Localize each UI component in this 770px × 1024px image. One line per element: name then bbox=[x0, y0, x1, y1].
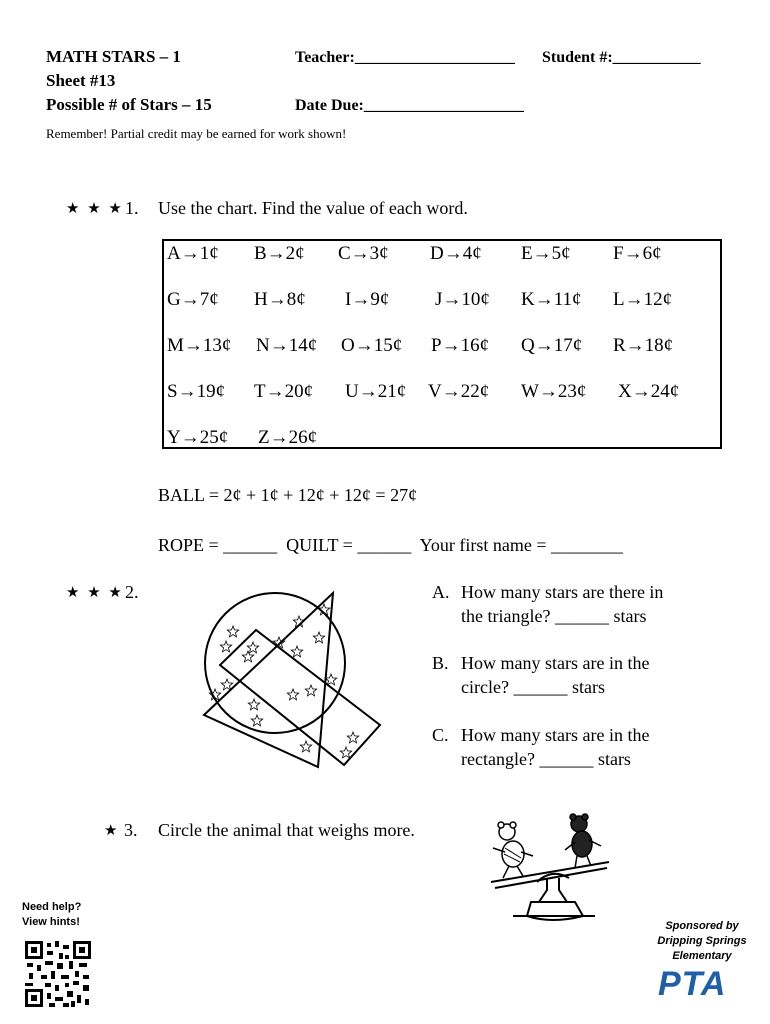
star-icon bbox=[247, 642, 258, 653]
chart-cell: A→1¢ bbox=[167, 243, 219, 264]
chart-cell: V→22¢ bbox=[428, 381, 490, 402]
q3-number: 3. bbox=[124, 820, 138, 840]
circle-shape bbox=[205, 593, 345, 733]
chart-cell: Y→25¢ bbox=[167, 427, 229, 448]
letter-value-chart bbox=[162, 239, 722, 449]
q2-c-label: C. bbox=[432, 725, 449, 745]
star-icon bbox=[340, 747, 351, 758]
star-icon bbox=[248, 699, 259, 710]
q2-c-line1: How many stars are in the bbox=[461, 725, 650, 745]
star-icon bbox=[305, 685, 316, 696]
sponsor-line-2: Dripping Springs bbox=[657, 935, 747, 947]
star-icon bbox=[347, 732, 358, 743]
star-icon bbox=[251, 715, 262, 726]
q1-stars: ★ ★ ★ bbox=[66, 201, 124, 217]
qr-code-icon[interactable] bbox=[25, 941, 91, 1007]
q2-stars: ★ ★ ★ bbox=[66, 585, 124, 601]
q2-b-line1: How many stars are in the bbox=[461, 653, 650, 673]
star-icon bbox=[291, 646, 302, 657]
chart-cell: R→18¢ bbox=[613, 335, 674, 356]
scale-icon bbox=[491, 862, 609, 920]
q2-c-line2: rectangle? ______ stars bbox=[461, 749, 631, 769]
student-field: Student #:___________ bbox=[542, 49, 701, 66]
chart-cell: M→13¢ bbox=[167, 335, 232, 356]
chart-cell: O→15¢ bbox=[341, 335, 403, 356]
q3-star: ★ bbox=[104, 823, 120, 839]
ball-example: BALL = 2¢ + 1¢ + 12¢ + 12¢ = 27¢ bbox=[158, 485, 418, 505]
worksheet-title: MATH STARS – 1 bbox=[46, 47, 181, 66]
chart-cell: Z→26¢ bbox=[258, 427, 318, 448]
sheet-number: Sheet #13 bbox=[46, 71, 116, 90]
left-animal-icon bbox=[493, 822, 533, 878]
star-icon bbox=[227, 626, 238, 637]
chart-cell: F→6¢ bbox=[613, 243, 662, 264]
chart-cell: C→3¢ bbox=[338, 243, 389, 264]
help-line-1: Need help? bbox=[22, 901, 82, 913]
q2-b-label: B. bbox=[432, 653, 449, 673]
chart-cell: D→4¢ bbox=[430, 243, 482, 264]
date-due-field: Date Due:____________________ bbox=[295, 97, 524, 114]
q2-b-line2: circle? ______ stars bbox=[461, 677, 605, 697]
chart-cell: S→19¢ bbox=[167, 381, 226, 402]
star-icon bbox=[287, 689, 298, 700]
chart-cell: U→21¢ bbox=[345, 381, 407, 402]
balance-scale-illustration bbox=[487, 812, 617, 934]
chart-cell: W→23¢ bbox=[521, 381, 587, 402]
q2-number: 2. bbox=[125, 582, 139, 602]
q2-a-label: A. bbox=[432, 582, 450, 602]
q2-a-line2: the triangle? ______ stars bbox=[461, 606, 647, 626]
q1-prompt: Use the chart. Find the value of each word. bbox=[158, 198, 468, 218]
pta-logo: PTA bbox=[658, 965, 727, 1003]
q2-a-line1: How many stars are there in bbox=[461, 582, 664, 602]
chart-cell: J→10¢ bbox=[435, 289, 490, 310]
q3-prompt: Circle the animal that weighs more. bbox=[158, 820, 415, 840]
chart-cell: L→12¢ bbox=[613, 289, 673, 310]
shapes-diagram bbox=[196, 585, 390, 771]
partial-credit-reminder: Remember! Partial credit may be earned for work shown! bbox=[46, 126, 347, 141]
star-icon bbox=[313, 632, 324, 643]
star-icon bbox=[273, 637, 284, 648]
chart-cell: H→8¢ bbox=[254, 289, 306, 310]
chart-cell: P→16¢ bbox=[431, 335, 490, 356]
star-icon bbox=[300, 741, 311, 752]
help-line-2: View hints! bbox=[22, 916, 80, 928]
chart-cell: E→5¢ bbox=[521, 243, 571, 264]
chart-cell: G→7¢ bbox=[167, 289, 219, 310]
chart-cell: T→20¢ bbox=[254, 381, 314, 402]
teacher-field: Teacher:____________________ bbox=[295, 49, 515, 66]
chart-cell: N→14¢ bbox=[256, 335, 318, 356]
chart-cell: K→11¢ bbox=[521, 289, 582, 310]
q1-number: 1. bbox=[125, 198, 139, 218]
chart-cell: Q→17¢ bbox=[521, 335, 583, 356]
answer-blanks: ROPE = ______ QUILT = ______ Your first name = ________ bbox=[158, 535, 623, 555]
star-icon bbox=[220, 641, 231, 652]
sponsor-line-1: Sponsored by bbox=[665, 920, 739, 932]
star-icon bbox=[242, 651, 253, 662]
chart-cell: X→24¢ bbox=[618, 381, 680, 402]
possible-stars: Possible # of Stars – 15 bbox=[46, 95, 212, 114]
chart-cell: I→9¢ bbox=[345, 289, 390, 310]
sponsor-line-3: Elementary bbox=[672, 950, 732, 962]
chart-cell: B→2¢ bbox=[254, 243, 305, 264]
right-animal-icon bbox=[565, 814, 601, 868]
